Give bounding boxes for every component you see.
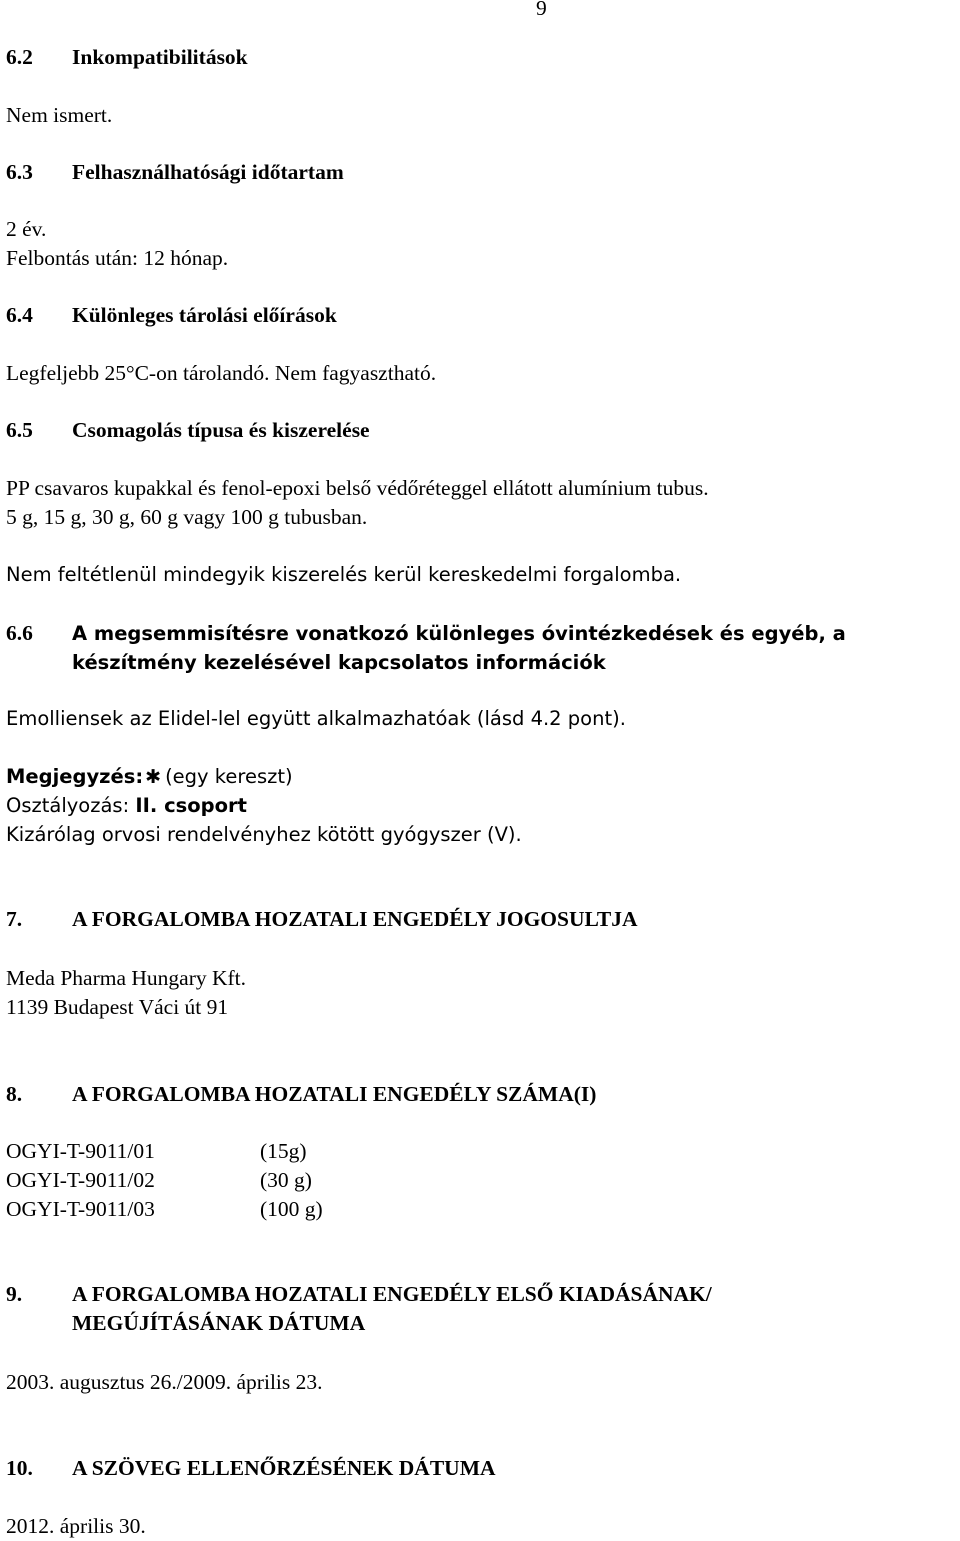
classification-line	[6, 791, 247, 820]
section-title: A FORGALOMBA HOZATALI ENGEDÉLY ELSŐ KIADÁSÁNAK/ MEGÚJÍTÁSÁNAK DÁTUMA	[72, 1282, 712, 1335]
section-title: A FORGALOMBA HOZATALI ENGEDÉLY JOGOSULTJA	[72, 907, 638, 931]
page-number: 9	[536, 0, 547, 20]
classification-value: II. csoport	[135, 794, 247, 817]
holder-address: 1139 Budapest Váci út 91	[6, 995, 229, 1019]
section-6-4-heading	[6, 301, 337, 330]
pack-sizes-text: 5 g, 15 g, 30 g, 60 g vagy 100 g tubusban.	[6, 505, 368, 529]
handling-text: Emolliensek az Elidel-lel együtt alkalmazhatóak (lásd 4.2 pont).	[6, 707, 626, 730]
section-10-heading	[6, 1454, 496, 1483]
section-title: A megsemmisítésre vonatkozó különleges óvintézkedések és egyéb, a készítmény kezelésével kapcsolatos információk	[72, 622, 846, 674]
shelf-life-text: 2 év.	[6, 217, 47, 241]
packaging-text: PP csavaros kupakkal és fenol-epoxi belső védőréteggel ellátott alumínium tubus.	[6, 476, 709, 500]
revision-date: 2012. április 30.	[6, 1514, 146, 1538]
prescription-text: Kizárólag orvosi rendelvényhez kötött gyógyszer (V).	[6, 823, 522, 846]
section-6-3-heading	[6, 158, 344, 187]
section-number: 6.6	[6, 621, 33, 645]
marketing-note-text: Nem feltétlenül mindegyik kiszerelés kerül kereskedelmi forgalomba.	[6, 563, 682, 586]
storage-text: Legfeljebb 25°C-on tárolandó. Nem fagyasztható.	[6, 361, 437, 385]
note-star-text: (egy kereszt)	[165, 765, 293, 788]
section-number: 6.4	[6, 303, 33, 327]
section-number: 8.	[6, 1082, 23, 1106]
section-number: 9.	[6, 1282, 23, 1306]
section-6-2-heading	[6, 43, 248, 72]
section-title: A FORGALOMBA HOZATALI ENGEDÉLY SZÁMA(I)	[72, 1082, 597, 1106]
section-number: 6.3	[6, 160, 33, 184]
table-row	[6, 1195, 323, 1224]
after-opening-text: Felbontás után: 12 hónap.	[6, 246, 229, 270]
section-number: 10.	[6, 1456, 33, 1480]
authorisation-number: OGYI-T-9011/01	[6, 1139, 155, 1163]
section-6-5-heading	[6, 416, 370, 445]
section-title: Inkompatibilitások	[72, 45, 248, 69]
pack-size: (100 g)	[260, 1197, 323, 1221]
section-number: 6.2	[6, 45, 33, 69]
classification-label: Osztályozás:	[6, 794, 130, 817]
pack-size: (30 g)	[260, 1168, 312, 1192]
authorisation-number: OGYI-T-9011/03	[6, 1197, 155, 1221]
authorisation-number: OGYI-T-9011/02	[6, 1168, 155, 1192]
star-icon: ✱	[145, 766, 162, 788]
section-8-heading	[6, 1080, 596, 1109]
note-line	[6, 762, 293, 792]
authorisation-date: 2003. augusztus 26./2009. április 23.	[6, 1370, 323, 1394]
note-label: Megjegyzés:	[6, 765, 144, 788]
holder-name: Meda Pharma Hungary Kft.	[6, 966, 247, 990]
section-number: 7.	[6, 907, 23, 931]
table-row	[6, 1137, 307, 1166]
section-number: 6.5	[6, 418, 33, 442]
pack-size: (15g)	[260, 1139, 307, 1163]
section-title: Felhasználhatósági időtartam	[72, 160, 344, 184]
section-6-2-body: Nem ismert.	[6, 103, 113, 127]
section-title: Különleges tárolási előírások	[72, 303, 337, 327]
section-title: A SZÖVEG ELLENŐRZÉSÉNEK DÁTUMA	[72, 1456, 496, 1480]
section-title: Csomagolás típusa és kiszerelése	[72, 418, 370, 442]
table-row	[6, 1166, 312, 1195]
section-7-heading	[6, 905, 638, 934]
